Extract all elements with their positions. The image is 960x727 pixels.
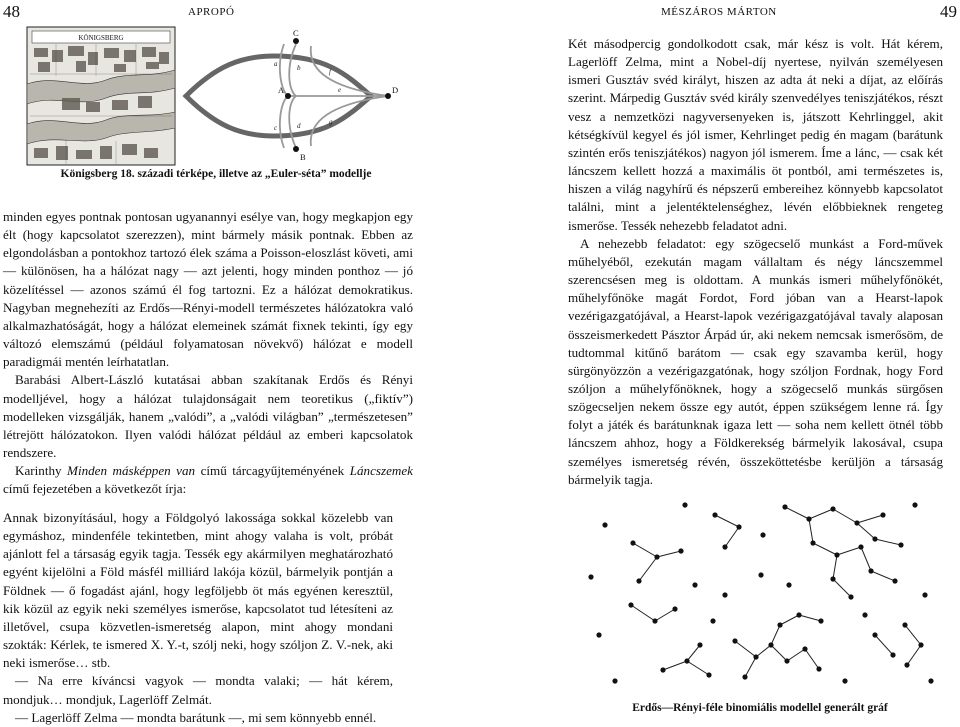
edge-label-b: b	[297, 64, 301, 72]
random-graph-svg	[575, 485, 945, 700]
right-column	[568, 35, 943, 489]
konigsberg-figure	[26, 26, 406, 166]
node-label-a: A	[278, 85, 285, 95]
edge-label-c: c	[274, 124, 278, 132]
left-running-title: APROPÓ	[188, 6, 235, 18]
edge-label-f: f	[329, 68, 331, 76]
karinthy-mid: című tárcagyűjteményének	[195, 463, 350, 479]
edge-label-d: d	[297, 122, 301, 130]
euler-node-a	[285, 93, 291, 99]
karinthy-suffix: című fejezetében a következőt írja:	[3, 481, 187, 497]
karinthy-book-title: Minden másképpen van	[67, 463, 196, 479]
figure1-caption: Königsberg 18. századi térképe, illetve az „Euler-séta” modellje	[60, 168, 372, 180]
karinthy-story-title: Láncszemek	[349, 463, 413, 479]
euler-diagram	[186, 28, 398, 162]
karinthy-quote	[3, 509, 393, 727]
left-paragraph-2: Barabási Albert-László kutatásai abban szakítanak Erdős és Rényi modelljével, hogy a hálózat tulajdonságait nem teoretikus („fiktív”) modelleken vizsgálják, hanem „valódi”, a „valódi világban” „természetesen” létrejött hálózatokon. Ilyen valódi hálózat például az emberi kapcsolatok rendszere.	[3, 372, 413, 461]
karinthy-intro	[3, 462, 413, 498]
map-title: KÖNIGSBERG	[78, 34, 124, 42]
figure2-caption: Erdős—Rényi-féle binomiális modellel generált gráf	[632, 702, 888, 714]
left-page-number: 48	[3, 2, 20, 21]
edge-label-a: a	[274, 60, 278, 68]
edge-label-g: g	[329, 118, 333, 126]
right-page-number: 49	[940, 2, 957, 21]
quote-dialogue-1: — Na erre kíváncsi vagyok — mondta valaki; — hát kérem, mondjuk… mondjuk, Lagerlöff Zelmát.	[3, 673, 393, 707]
euler-node-c	[293, 38, 299, 44]
karinthy-prefix: Karinthy	[15, 463, 68, 479]
left-paragraph-1: minden egyes pontnak pontosan ugyanannyi esélye van, hogy megkapjon egy élt (hogy kapcsolatot szerezzen), mint bármely másik pontnak. Ebben az elgondolásban a pontokhoz tartozó élek száma a Poisson-eloszlást követi, ami — különösen, ha a hálózat nagy — azt jelenti, hogy minden ponthoz — jó közelítéssel — azonos számú él fog tartozni. Ez a hálózat demokratikus. Nagyban megnehezíti az Erdős—Rényi-modell természetes hálózatokra való alkalmazhatóságát, hogy a hálózat elemeinek számát fixnek tekinti, így egy változó elemszámú (például folyamatosan növekvő) hálózat e modell paradigmái mentén leírhatatlan.	[3, 209, 413, 370]
euler-node-d	[385, 93, 391, 99]
node-label-b: B	[300, 152, 306, 162]
random-graph-figure	[575, 485, 945, 700]
right-running-title: MÉSZÁROS MÁRTON	[661, 6, 777, 18]
euler-node-b	[293, 146, 299, 152]
right-paragraph-2: A nehezebb feladatot: egy szögecselő munkást a Ford-művek műhelyéből, ezekután magam vállaltam és négy láncszemmel szerencsésen meg is oldottam. A munkás ismeri műhelyfőnökét, műhelyfőnöke magát Fordot, Ford jóban van a Hearst-lapok vezérigazgatójával, a Hearst-lapok vezérigazgatójával tavaly alaposan összeismerkedett Pásztor Árpád úr, aki nekem nemcsak ismerősöm, de tudtommal kitűnő barátom — csak egy szavamba kerül, hogy sürgönyözzön a vezérigazgatónak, hogy szóljon Fordnak, hogy Ford szóljon a műhelyfőnöknek, hogy a szögecselő munkás sürgősen szögecseljen nekem össze egy autót, éppen szükségem lenne rá. Így folyt a játék és barátunknak igaza lett — soha nem kellett ötnél több láncszem ahhoz, hogy a Földkerekség bármelyik lakosával, csupa személyes ismeretség révén, összeköttetésbe kerüljön a társaság bármelyik tagja.	[568, 235, 943, 487]
left-column	[3, 208, 413, 499]
right-paragraph-1: Két másodpercig gondolkodott csak, már kész is volt. Hát kérem, Lagerlöff Zelma, mint a Nobel-díj nyertese, nyilván személyesen ismeri Gusztáv svéd királyt, hiszen az adta át neki a díjat, az előírás szerint. Márpedig Gusztáv svéd király szenvedélyes teniszjátékos, részt vesz a nemzetközi nagyversenyeken is, játszott Kehrlinggel, akit kétségkívül kegyel és jól ismer, Kehrlinget pedig én magam (barátunk szintén erős teniszjátékos) nagyon jól ismerem. Íme a lánc, — csak két láncszem kellett hozzá a maximális öt pontból, ami természetes is, hiszen a világ nagyhírű és népszerű embereihez könnyebb kapcsolatot találni, mint a jelentéktelenséghez, lévén előbbieknek rengeteg ismerőse. Tessék nehezebb feladatot adni.	[568, 36, 943, 233]
konigsberg-map	[27, 27, 175, 165]
quote-paragraph: Annak bizonyításául, hogy a Földgolyó lakossága sokkal közelebb van egymáshoz, mindenféle tekintetben, mint ahogy valaha is volt, próbát ajánlott fel a társaság egyik tagja. Tessék egy akármilyen meghatározható egyént kijelölni a Föld másfél milliárd lakója közül, bármelyik pontján a Földnek — ő fogadást ajánl, hogy legföljebb öt más egyénen keresztül, kik közül az egyik neki személyes ismerőse, kapcsolatot tud létesíteni az illetővel, csupa közvetlen-ismeretség alapon, mint ahogy mondani szokták: Kérlek, te ismered X. Y.-t, szólj neki, hogy szóljon Z. V.-nek, aki neki ismerőse… stb.	[3, 510, 393, 671]
quote-dialogue-2: — Lagerlöff Zelma — mondta barátunk —, mi sem könnyebb ennél.	[15, 709, 377, 725]
node-label-d: D	[392, 85, 399, 95]
edge-label-e: e	[338, 86, 342, 94]
node-label-c: C	[293, 28, 299, 38]
konigsberg-figure-svg	[26, 26, 406, 166]
